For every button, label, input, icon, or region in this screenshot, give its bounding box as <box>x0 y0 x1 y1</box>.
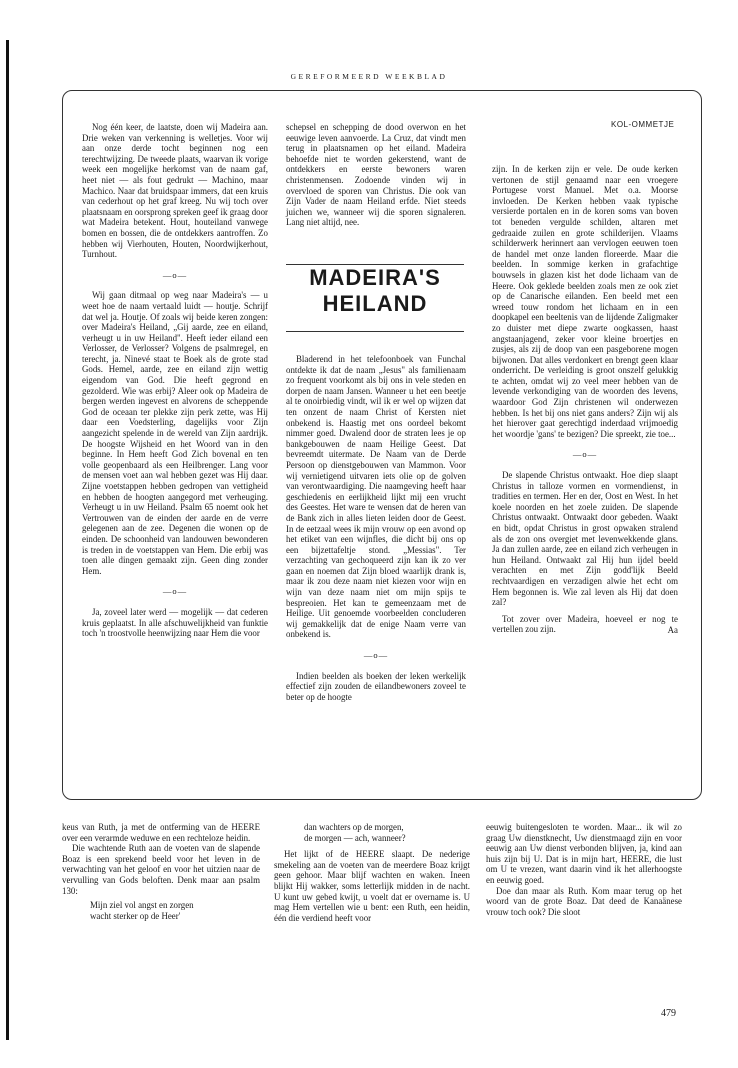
title-line-2: HEILAND <box>322 291 428 316</box>
lower-column-2 <box>274 822 470 923</box>
article-column-3 <box>492 164 678 636</box>
verse-line: wacht sterker op de Heer' <box>90 910 181 921</box>
separator: —o— <box>572 449 598 460</box>
title-line-1: MADEIRA'S <box>309 265 441 290</box>
paragraph: Het lijkt of de HEERE slaapt. De nederige smekeling aan de voeten van de meerdere Boaz krijgt geen gehoor. Maar blijf wachten en waken. Ineen blijkt Hij wakker, soms letterlijk midden in de nacht. U kunt uw gebed kwijt, u voelt dat er overname is. U mag Hem vertellen wie u bent: een Ruth, een heidin, één die verdiend heeft voor <box>274 849 470 923</box>
verse-line: dan wachters op de morgen, <box>304 822 404 832</box>
article-title <box>286 264 464 332</box>
verse-line: Mijn ziel vol angst en zorgen <box>90 900 194 911</box>
running-header: GEREFORMEERD WEEKBLAD <box>290 72 448 81</box>
paragraph: zijn. In de kerken zijn er vele. De oude kerken vertonen de stijl genaamd naar een vroegere Portugese vorst Manuel. Met o.a. Moorse invloeden. De Kerken hebben vaak typische versierde portalen en in de koren soms van boven tot beneden vergulde schilden, altaren met gedraaide zuilen en grote schilderijen. Vlaams schilderwerk herinnert aan vervlogen eeuwen toen de handel met onze landen floreerde. Maar die beelden. In sommige kerken in grafachtige bouwsels in glazen kist het dode lichaam van de Heere. Ook geklede beelden zoals men ze ook ziet op de Canarische eilanden. Een beeld met een wreed touw rondom het lichaam en in een doopkapel een beeltenis van de lijdende Zaligmaker zo duister met diepe zwarte oogkassen, haast angstaanjagend, zeker voor kleine broertjes en zusjes, als zij de doop van een pasgeborene mogen bijwonen. Dat alles verdonkert en brengt geen klaar onderricht. De verleiding is groot onszelf gelukkig te achten, omdat wij zo veel meer hebben van de levende verkondiging van de woorden des levens, waardoor God Zijn christenen wil onderwezen hebben. Is het bij ons niet gans anders? Zijn wij als het hierover gaat gerechtigd inderdaad vrijmoedig het woordje 'gans' te bezigen? Die spreekt, zie toe... <box>492 164 678 439</box>
paragraph: keus van Ruth, ja met de ontferming van de HEERE over een verarmde weduwe en een rechteloze heidin. <box>62 822 260 843</box>
closing-paragraph: Tot zover over Madeira, hoeveel er nog te vertellen zou zijn. <box>492 613 678 635</box>
article-column-2 <box>286 122 466 228</box>
paragraph: schepsel en schepping de dood overwon en het eeuwige leven aanvoerde. La Cruz, dat vindt men terug in plaatsnamen op het eiland. Madeira behoefde niet te worden gekerstend, want de ontdekkers en eerste bewoners waren christenmensen. Zodoende vinden wij in overvloed de sporen van Christus. Die ook van Zijn Vader de naam Heiland erfde. Niet steeds juichen we, wanneer wij die sporen signaleren. Lang niet altijd, nee. <box>286 122 466 228</box>
page-number: 479 <box>661 1008 676 1019</box>
paragraph: Bladerend in het telefoonboek van Funchal ontdekte ik dat de naam „Jesus" als familienaam zo frequent voorkomt als bij ons in vele steden en dorpen de naam Jansen. Wanneer u het een beetje al te onoirbiedig vindt, wil ik er wel op wijzen dat ten onzent de naam Christ of Kersten niet onbekend is. Haastig met ons oordeel bekomt nimmer goed. Dwalend door de straten lees je op bankgebouwen de naam Heilige Geest. Dat bevreemdt uitermate. De Naam van de Derde Persoon op dienstgebouwen van Mammon. Voor wij vernietigend uitvaren iets olie op de golven van verontwaardiging. Die naamgeving heeft haar geschiedenis en eerlijkheid lijkt mij een vrucht des Geestes. Het ware te wensen dat de heren van de Bank zich in alles lieten leiden door de Geest. In de eetzaal wees ik mijn vrouw op een avond op het etiket van een wijnfles, die dicht bij ons op een bijzettafeltje stond. „Messias". Ter verzachting van gechoqueerd zijn kan ik zo ver gaan en noemen dat Zijn bloed waarlijk drank is, maar ik zou deze naam niet kiezen voor wijn en wijn van deze naam niet om mijn spijs te bespreoien. Het kan te gemeenzaam met de Heilige. Uit genoemde voorbeelden concluderen wij gemakkelijk dat de enige Naam verre van onbekend is. <box>286 354 466 640</box>
separator: —o— <box>162 269 188 280</box>
article-column-1 <box>82 122 268 639</box>
article-column-2-continued <box>286 354 466 702</box>
lower-column-1 <box>62 822 260 921</box>
separator: —o— <box>162 586 188 597</box>
paragraph: De slapende Christus ontwaakt. Hoe diep slaapt Christus in talloze vormen en vormendienst, in tradities en termen. Her en der, Oost en West. In het koele noorden en het zoele zuiden. De slapende Christus ontwaakt. Ontwaakt door gebeden. Waakt en bidt, opdat Christus in grost opwaken stralend als de zon ons overgiet met levenwekkende glans. Ja dan zullen aarde, zee en eiland zich verheugen in hun Heiland. Ontwaakt zal Hij hun ijdel beeld verachten en met Zijn godd'lijk Beeld rechtvaardigen en verzadigen alwie het echt om Hem begonnen is. Wie zal leven als Hij dat doen zal? <box>492 470 678 608</box>
paragraph: Wij gaan ditmaal op weg naar Madeira's — u weet hoe de naam vertaald luidt — houtje. Schrijf dat wel ja. Houtje. Of zoals wij beide keren zongen: over Madeira's Heiland, „Gij aarde, zee en eiland, verheugt u in uw Heiland". Heeft ieder eiland een Verlosser, de Verlosser? Volgens de psalmregel, en terecht, ja. Ninevé staat te Boek als de grote stad Gods. Hemel, aarde, zee en eiland zijn wettig eigendom van God. Die heeft gegrond en gezolderd. Wie was erbij? Aleer ook op Madeira de bergen werden ingevest en alvorens de scheppende God de oceaan ter plekke zijn perk zette, was Hij daar een Voedsterling, dagelijks voor Zijn aangezicht spelende in de wereld van Zijn aardrijk. De hoogste Wijsheid en het Woord van in den beginne. In Hem heeft God Zich bovenal en ten volle geopenbaard als een Heilbrenger. Lang voor de mensen voet aan wal hebben gezet was Hij daar. Zijne voetstappen hebben gedropen van vettigheid en hebben de hoogten aangegord met verheuging. Verheugt u in uw Heiland. Psalm 65 noemt ook het Vertrouwen van de einden der aarde en de verre gelegenen aan de zee. Degenen die wonen op de einden. De schoonheid van landouwen bewonderen is treden in de voetstappen van Hem. Die erbij was toen alle dingen gemaakt zijn. Geen ding zonder Hem. <box>82 290 268 576</box>
column-label: KOL-OMMETJE <box>611 120 675 129</box>
paragraph: Die wachtende Ruth aan de voeten van de slapende Boaz is een sprekend beeld voor het leven in de verwachting van het geloof en voor het uitzien naar de vervulling van Gods beloften. Denk maar aan psalm 130: <box>62 843 260 896</box>
page-edge-bar <box>6 40 9 1040</box>
paragraph: Doe dan maar als Ruth. Kom maar terug op het woord van de grote Boaz. Dat deed de Kanaänese vrouw toch ook? Die sloot <box>486 885 682 917</box>
verse-line: de morgen — ach, wanneer? <box>304 832 406 843</box>
paragraph: eeuwig buitengesloten te worden. Maar... ik wil zo graag Uw dienstknecht, Uw dienstmaagd zijn en voor eeuwig aan Uw dienst verbonden blijven, ja, kind aan huis zijn bij U. Dat is in mijn hart, HEERE, die lust om U te vrezen, want daarin vind ik het allerhoogste en eeuwig goed. <box>486 822 682 885</box>
signature: Aa <box>667 624 678 635</box>
paragraph: Indien beelden als boeken der leken werkelijk effectief zijn zouden de eilandbewoners zoveel te beter op de hoogte <box>286 670 466 702</box>
paragraph: Ja, zoveel later werd — mogelijk — dat cederen kruis geplaatst. In alle afschuwelijkheid van funktie toch 'n troostvolle heenwijzing naar Hem die voor <box>82 606 268 639</box>
paragraph: Nog één keer, de laatste, doen wij Madeira aan. Drie weken van verkenning is welletjes. Voor wij aan onze derde tocht beginnen nog een terechtwijzing. De tweede plaats, waarvan ik vorige week een mogelijke herkomst van de naam gaf, heet niet — als fout gedrukt — Machino, maar Machico. Naar dat bruidspaar immers, dat een kruis van cederhout op het graf kreeg. Nu wij toch over plaatsnaam en oorsprong spreken geef ik graag door wat Madeira betekent. Hout, houteiland vanwege bomen en bossen, die de ontdekkers aantroffen. Zo hebben wij Vierhouten, Houten, Noordwijkerhout, Turnhout. <box>82 122 268 260</box>
separator: —o— <box>363 650 389 661</box>
lower-column-3 <box>486 822 682 917</box>
